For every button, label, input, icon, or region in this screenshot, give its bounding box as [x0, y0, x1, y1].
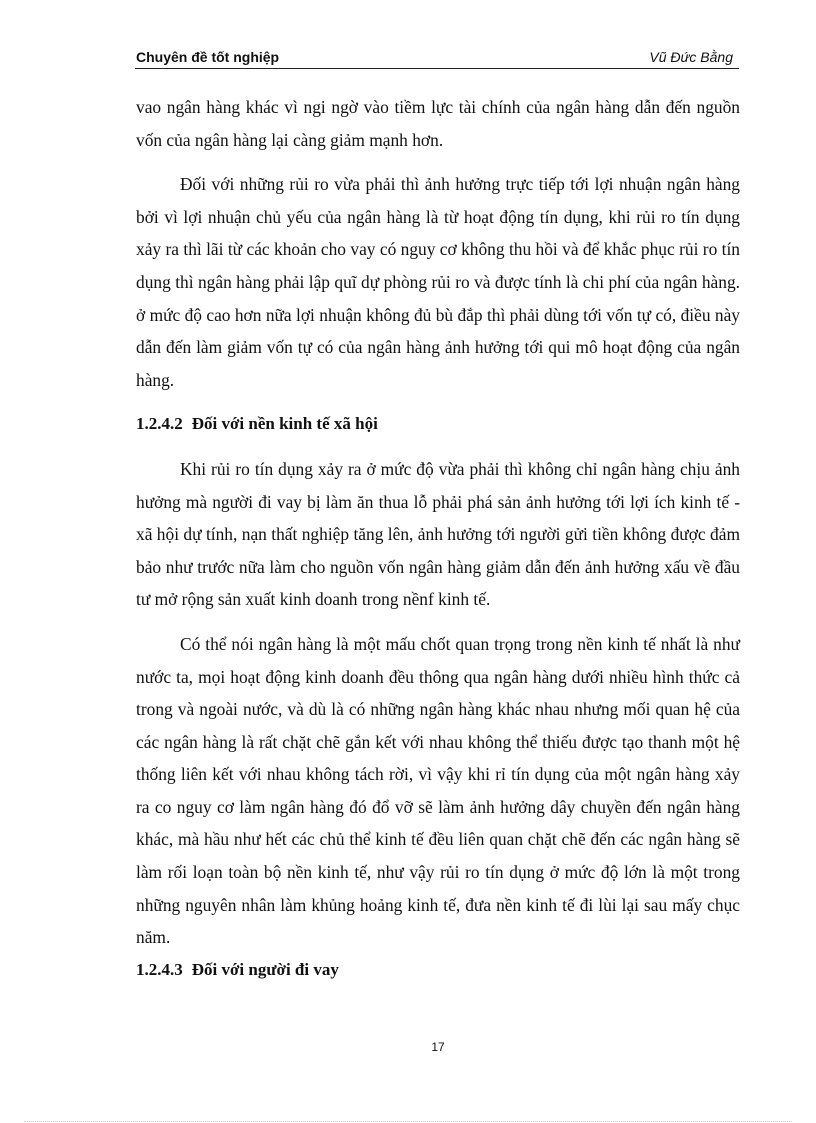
paragraph-economy-impact: Khi rủi ro tín dụng xảy ra ở mức độ vừa phải thì không chỉ ngân hàng chịu ảnh hưởng mà người đi vay bị làm ăn thua lỗ phải phá sản ảnh hưởng tới lợi ích kinh tế - xã hội dự tính, nạn thất nghiệp tăng lên, ảnh hưởng tới người gửi tiền không được đảm bảo như trước nữa làm cho nguồn vốn ngân hàng giảm dẫn đến ảnh hưởng xấu về đầu tư mở rộng sản xuất kinh doanh trong nềnf kinh tế. — [136, 458, 740, 610]
page-number: 17 — [431, 1040, 445, 1054]
page-header — [135, 46, 739, 69]
paragraph-bank-role: Có thể nói ngân hàng là một mấu chốt quan trọng trong nền kinh tế nhất là như nước ta, mọi hoạt động kinh doanh đều thông qua ngân hàng dưới nhiều hình thức cả trong và ngoài nước, và dù là có những ngân hàng khác nhau nhưng mối quan hệ của các ngân hàng là rất chặt chẽ gắn kết với nhau không thể thiếu được tạo thanh một hệ thống liên kết với nhau không tách rời, vì vậy khi rỉ tín dụng của một ngân hàng xảy ra co nguy cơ làm ngân hàng đó đổ vỡ sẽ làm ảnh hưởng dây chuyền đến ngân hàng khác, mà hầu như hết các chủ thể kinh tế đều liên quan chặt chẽ đến các ngân hàng sẽ làm rối loạn toàn bộ nền kinh tế, như vậy rủi ro tín dụng ở mức độ lớn là một trong những nguyên nhân làm khủng hoảng kinh tế, đưa nền kinh tế đi lùi lại sau mấy chục năm. — [136, 633, 740, 948]
paragraph-bank-profit: Đối với những rủi ro vừa phải thì ảnh hưởng trực tiếp tới lợi nhuận ngân hàng bởi vì lợi nhuận chủ yếu của ngân hàng là từ hoạt động tín dụng, khi rủi ro tín dụng xảy ra thì lãi từ các khoản cho vay có nguy cơ không thu hồi và để khắc phục rủi ro tín dụng thì ngân hàng phải lập quĩ dự phòng rủi ro và được tính là chi phí của ngân hàng. ở mức độ cao hơn nữa lợi nhuận không đủ bù đắp thì phải dùng tới vốn tự có, điều này dẫn đến làm giảm vốn tự có của ngân hàng ảnh hưởng tới qui mô hoạt động của ngân hàng. — [136, 174, 740, 390]
section-title: Đối với người đi vay — [191, 959, 339, 979]
header-author: Vũ Đức Bằng — [649, 49, 733, 65]
paragraph-continuation: vao ngân hàng khác vì ngi ngờ vào tiềm lực tài chính của ngân hàng dẫn đến nguồn vốn của ngân hàng lại càng giảm mạnh hơn. — [136, 97, 740, 150]
section-title: Đối với nền kinh tế xã hội — [191, 414, 378, 434]
body-text — [136, 91, 740, 986]
section-number: 1.2.4.3 — [136, 959, 183, 979]
section-heading-borrower — [136, 954, 740, 987]
section-number: 1.2.4.2 — [136, 414, 183, 434]
page-bottom-divider — [24, 1121, 792, 1122]
header-document-type: Chuyên đề tốt nghiệp — [136, 49, 280, 65]
section-heading-economy — [136, 408, 740, 441]
